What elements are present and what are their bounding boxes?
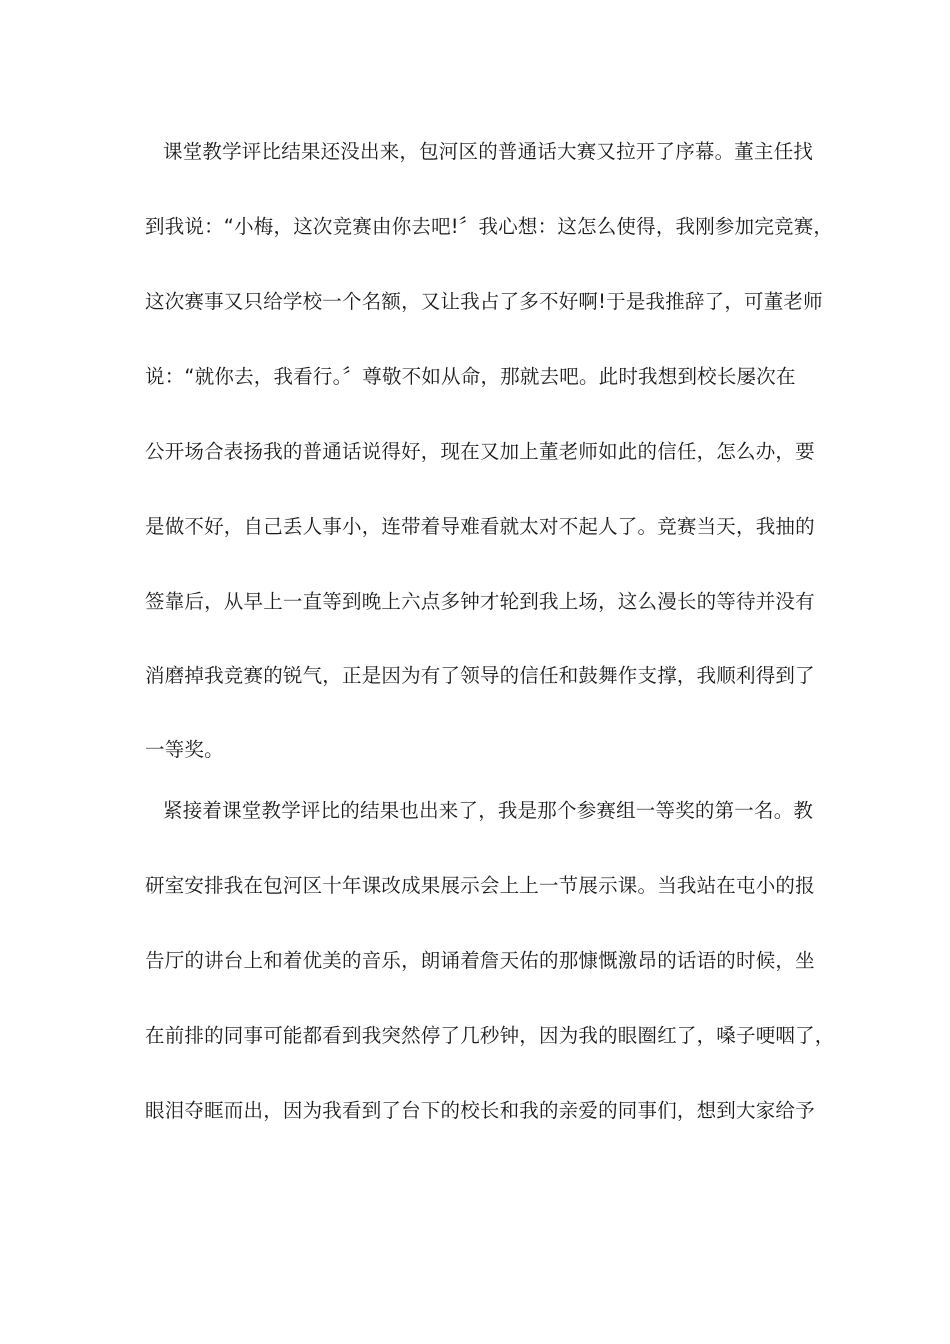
text-line: 这次赛事又只给学校一个名额，又让我占了多不好啊!于是我推辞了，可董老师 <box>145 290 823 313</box>
text-line: 紧接着课堂教学评比的结果也出来了，我是那个参赛组一等奖的第一名。教 <box>163 799 814 822</box>
text-line: 一等奖。 <box>145 738 224 761</box>
text-line: 课堂教学评比结果还没出来，包河区的普通话大赛又拉开了序幕。董主任找 <box>163 140 814 163</box>
text-line: 到我说：“小梅，这次竞赛由你去吧!〞我心想：这怎么使得，我刚参加完竞赛， <box>145 215 834 238</box>
text-line: 说：“就你去，我看行。〞尊敬不如从命，那就去吧。此时我想到校长屡次在 <box>145 365 796 388</box>
text-line: 公开场合表扬我的普通话说得好，现在又加上董老师如此的信任，怎么办，要 <box>145 440 815 463</box>
text-line: 告厅的讲台上和着优美的音乐，朗诵着詹天佑的那慷慨激昂的话语的时候，坐 <box>145 949 815 972</box>
text-line: 研室安排我在包河区十年课改成果展示会上上一节展示课。当我站在屯小的报 <box>145 874 815 897</box>
text-line: 签靠后，从早上一直等到晚上六点多钟才轮到我上场，这么漫长的等待并没有 <box>145 590 815 613</box>
text-line: 在前排的同事可能都看到我突然停了几秒钟，因为我的眼圈红了，嗓子哽咽了， <box>145 1024 835 1047</box>
text-line: 消磨掉我竞赛的锐气，正是因为有了领导的信任和鼓舞作支撑，我顺利得到了 <box>145 664 815 687</box>
text-line: 眼泪夺眶而出，因为我看到了台下的校长和我的亲爱的同事们，想到大家给予 <box>145 1099 815 1122</box>
text-line: 是做不好，自己丢人事小，连带着导难看就太对不起人了。竞赛当天，我抽的 <box>145 515 815 538</box>
